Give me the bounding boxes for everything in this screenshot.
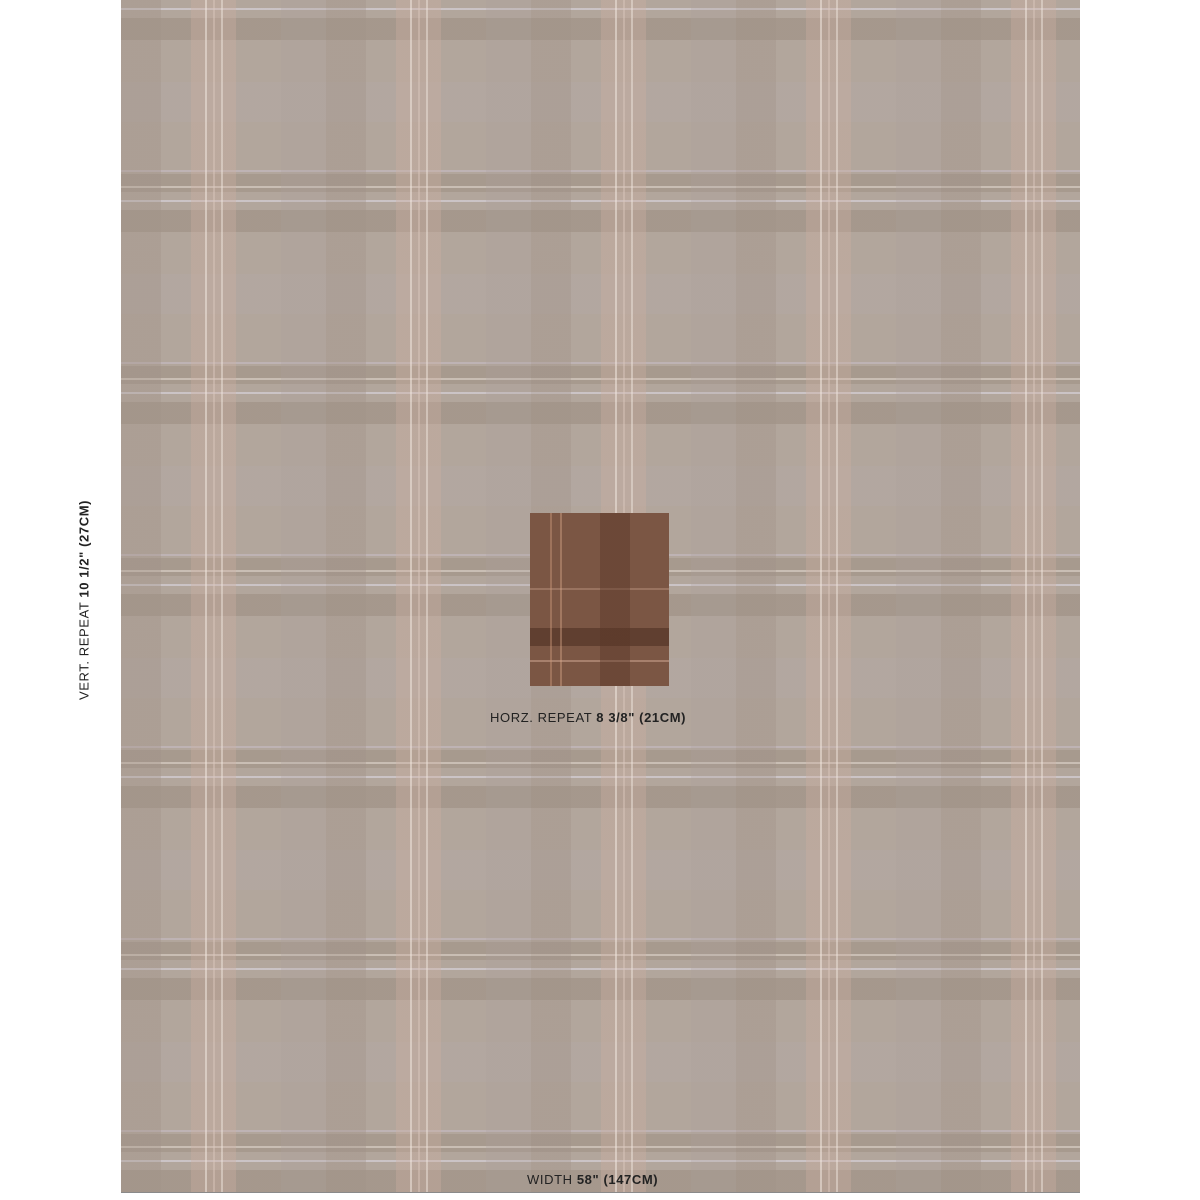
vertical-repeat-prefix: VERT. REPEAT <box>76 597 92 701</box>
vertical-repeat-value: 10 1/2" (27CM) <box>76 499 92 598</box>
colorway-swatch <box>530 513 669 686</box>
width-value: 58" (147CM) <box>576 1172 659 1187</box>
width-prefix: WIDTH <box>527 1172 577 1187</box>
vertical-repeat-label <box>77 500 92 700</box>
width-rule <box>121 1192 1080 1193</box>
horizontal-repeat-label <box>490 710 686 725</box>
width-label <box>527 1172 658 1187</box>
horizontal-repeat-prefix: HORZ. REPEAT <box>490 710 597 725</box>
horizontal-repeat-value: 8 3/8" (21CM) <box>596 710 687 725</box>
